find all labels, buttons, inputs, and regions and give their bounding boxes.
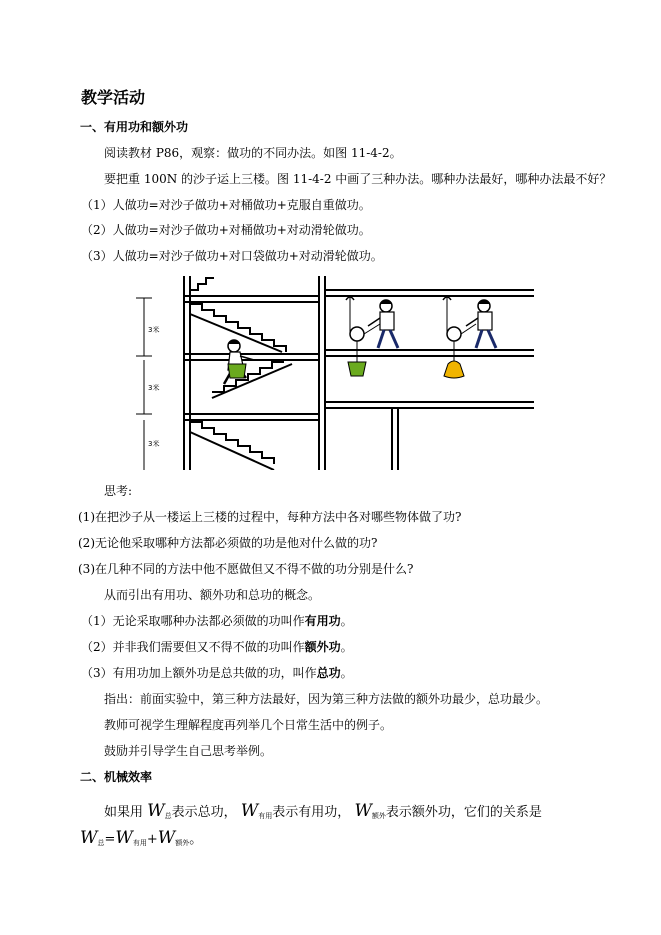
term-useful-work: 有用功 xyxy=(304,614,341,628)
symbol-w-total: W xyxy=(147,801,165,821)
think-label: 思考: xyxy=(104,484,133,498)
eq-w-useful: W xyxy=(115,828,133,848)
person-pulling-1 xyxy=(368,300,398,348)
term-extra-work: 额外功 xyxy=(304,640,341,654)
method-3: （3）人做功=对沙子做功+对口袋做功+对动滑轮做功。 xyxy=(81,249,383,263)
pulley-bucket xyxy=(346,296,380,376)
question-1: (1)在把沙子从一楼运上三楼的过程中，每种方法中各对哪些物体做了功? xyxy=(78,510,462,524)
section2-heading: 二、机械效率 xyxy=(80,770,153,784)
formula-line-1: 如果用 $W_总$表示总功， $W_{有用}$表示有用功， $W_{额外}$表示额外功，它们的关系是 xyxy=(104,801,542,821)
dimension-label-1: 3米 xyxy=(148,326,160,334)
section1-heading: 一、有用功和额外功 xyxy=(80,120,189,134)
symbol-w-useful: W xyxy=(240,801,259,821)
definition-total-work: （3）有用功加上额外功是总共做的功，叫作总功。 xyxy=(81,666,353,680)
dimension-label-2: 3米 xyxy=(148,384,160,392)
question-3: (3)在几种不同的方法中他不愿做但又不得不做的功分别是什么? xyxy=(78,562,414,576)
dimension-label-3: 3米 xyxy=(148,440,160,448)
figure-11-4-2 xyxy=(132,274,534,470)
symbol-w-extra: W xyxy=(354,801,372,821)
formula-equation: $W_总=W_{有用}+W_{额外}$。 xyxy=(80,828,203,848)
definition-extra-work: （2）并非我们需要但又不得不做的功叫作额外功。 xyxy=(81,640,353,654)
intro-text: 阅读教材 P86，观察：做功的不同办法。如图 11-4-2。 xyxy=(104,146,402,160)
question-2: (2)无论他采取哪种方法都必须做的功是他对什么做的功? xyxy=(78,536,378,550)
note-3: 鼓励并引导学生自己思考举例。 xyxy=(104,744,273,758)
page-title: 教学活动 xyxy=(81,88,146,107)
lead-text: 从而引出有用功、额外功和总功的概念。 xyxy=(104,588,321,602)
person-pulling-2 xyxy=(466,300,496,348)
eq-w-total: W xyxy=(80,828,98,848)
task-text: 要把重 100N 的沙子运上三楼。图 11-4-2 中画了三种办法。哪种办法最好，哪种办法最不好？ xyxy=(104,172,612,186)
eq-w-extra: W xyxy=(157,828,176,848)
pulley-bag xyxy=(443,296,476,378)
term-total-work: 总功 xyxy=(316,666,341,680)
person-climbing-stairs xyxy=(224,340,254,384)
note-2: 教师可视学生理解程度再列举几个日常生活中的例子。 xyxy=(104,718,393,732)
method-1: （1）人做功=对沙子做功+对桶做功+克服自重做功。 xyxy=(81,198,371,212)
method-2: （2）人做功=对沙子做功+对桶做功+对动滑轮做功。 xyxy=(81,223,371,237)
note-1: 指出：前面实验中，第三种方法最好，因为第三种方法做的额外功最少，总功最少。 xyxy=(104,692,549,706)
definition-useful-work: （1）无论采取哪种办法都必须做的功叫作有用功。 xyxy=(81,614,353,628)
